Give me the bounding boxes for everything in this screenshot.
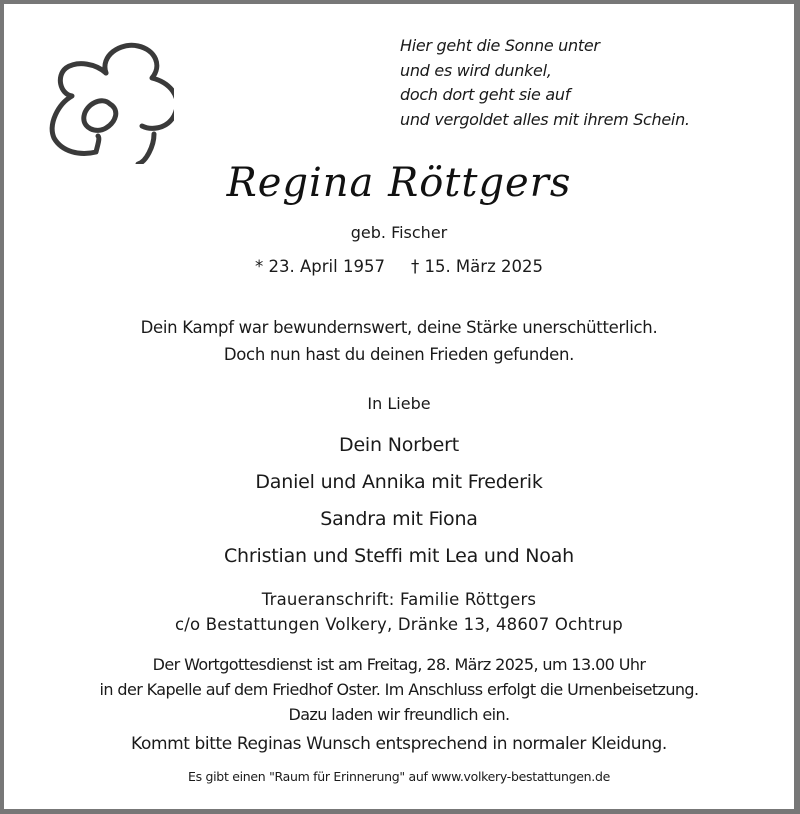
web-note: Es gibt einen "Raum für Erinnerung" auf www.volkery-bestattungen.de [188,769,610,784]
memorial-quote [4,314,794,368]
mourner-name: Sandra mit Fiona [320,508,478,530]
mourner-name: Christian und Steffi mit Lea und Noah [223,545,575,567]
poem-line: und vergoldet alles mit ihrem Schein. [400,109,690,129]
mourners-intro: In Liebe [367,394,431,413]
maiden-name: geb. Fischer [350,223,448,242]
poem [400,34,780,132]
service-line: Der Wortgottesdienst ist am Freitag, 28. März 2025, um 13.00 Uhr [152,655,646,674]
birth-date: * 23. April 1957 [255,257,385,276]
address-line: c/o Bestattungen Volkery, Dränke 13, 48607 Ochtrup [175,615,623,634]
quote-line: Doch nun hast du deinen Frieden gefunden. [223,345,575,364]
obituary-card [4,4,794,809]
dress-note: Kommt bitte Reginas Wunsch entsprechend in normaler Kleidung. [131,734,667,754]
condolence-address [4,587,794,637]
service-line: Dazu laden wir freundlich ein. [288,705,510,724]
mourners-list [4,427,794,575]
quote-line: Dein Kampf war bewundernswert, deine Stärke unerschütterlich. [140,318,658,337]
deceased-name: Regina Röttgers [226,160,572,206]
service-line: in der Kapelle auf dem Friedhof Oster. Im Anschluss erfolgt die Urnenbeisetzung. [99,680,699,699]
service-info [4,652,794,727]
death-date: † 15. März 2025 [410,257,543,276]
address-line: Traueranschrift: Familie Röttgers [261,590,537,609]
mourner-name: Daniel und Annika mit Frederik [255,471,543,493]
mourner-name: Dein Norbert [339,434,459,456]
life-dates [4,257,794,276]
poem-line: Hier geht die Sonne unter [400,36,600,55]
flower-drawing-icon [34,34,174,164]
poem-line: doch dort geht sie auf [400,85,571,104]
poem-line: und es wird dunkel, [400,60,552,80]
